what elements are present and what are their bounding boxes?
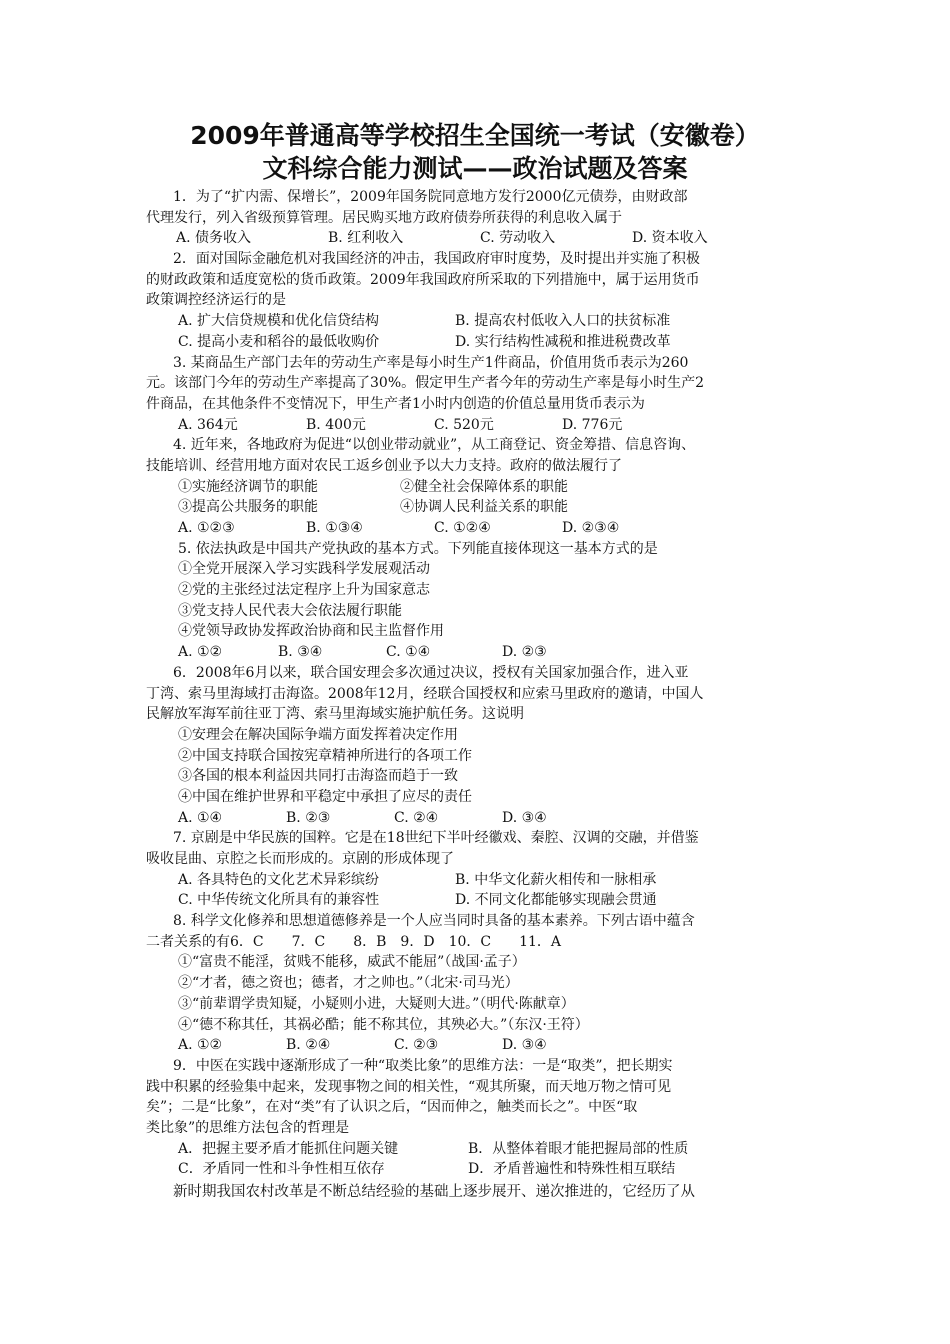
question-list: [146, 187, 810, 1204]
statement-2: ②党的主张经过法定程序上升为国家意志: [178, 582, 430, 599]
answer-options: [146, 1035, 810, 1056]
question-text: 技能培训、经营用地方面对农民工返乡创业予以大力支持。政府的做法履行了: [146, 457, 622, 474]
option-c: C. ①②④: [434, 520, 491, 536]
question-text: 吸收昆曲、京腔之长而形成的。京剧的形成体现了: [146, 851, 454, 867]
statement-2: ②健全社会保障体系的职能: [400, 478, 568, 495]
option-d: D. ③④: [502, 809, 547, 826]
statement-4: ④协调人民利益关系的职能: [400, 499, 568, 516]
question-4: [146, 435, 810, 538]
statement-2: ②中国支持联合国按宪章精神所进行的各项工作: [178, 747, 472, 764]
option-c: C. 520元: [434, 416, 494, 433]
option-c: C. 中华传统文化所具有的兼容性: [178, 892, 380, 909]
question-text: 4. 近年来，各地政府为促进“以创业带动就业”，从工商登记、资金筹措、信息咨询、: [173, 437, 696, 454]
trailing-paragraph: 新时期我国农村改革是不断总结经验的基础上逐步展开、递次推进的，它经历了从: [173, 1184, 695, 1200]
question-text: 1．为了“扩内需、保增长”，2009年国务院同意地方发行2000亿元债券，由财政部: [173, 189, 688, 205]
option-a: A．把握主要矛盾才能抓住问题关键: [178, 1140, 399, 1157]
question-text: 丁湾、索马里海域打击海盗。2008年12月，经联合国授权和应索马里政府的邀请，中国人: [146, 685, 704, 702]
statement-items: [146, 477, 810, 498]
option-a: A. ①②③: [178, 520, 235, 536]
statement-3: ③各国的根本利益因共同打击海盗而趋于一致: [178, 768, 458, 785]
question-text: 件商品，在其他条件不变情况下，甲生产者1小时内创造的价值总量用货币表示为: [146, 395, 645, 412]
question-text: 的财政政策和适度宽松的货币政策。2009年我国政府所采取的下列措施中，属于运用货币: [146, 271, 700, 288]
option-c: C．矛盾同一性和斗争性相互依存: [178, 1161, 385, 1178]
option-a: A. 扩大信贷规模和优化信贷结构: [178, 313, 380, 330]
answer-options: [146, 870, 810, 891]
document-title-line2: 文科综合能力测试——政治试题及答案: [262, 154, 688, 183]
option-d: D. 776元: [562, 416, 623, 433]
question-text: 民解放军海军前往亚丁湾、索马里海域实施护航任务。这说明: [146, 706, 524, 723]
statement-1: ①全党开展深入学习实践科学发展观活动: [178, 561, 430, 578]
question-text: 元。该部门今年的劳动生产率提高了30%。假定甲生产者今年的劳动生产率是每小时生产2: [146, 375, 705, 392]
question-text: 6．2008年6月以来，联合国安理会多次通过决议，授权有关国家加强合作，进入亚: [173, 664, 689, 681]
document-title-line1: 2009年普通高等学校招生全国统一考试（安徽卷）: [190, 121, 760, 150]
question-9: [146, 1056, 810, 1180]
statement-4: ④中国在维护世界和平稳定中承担了应尽的责任: [178, 788, 472, 805]
option-d: D. 不同文化都能够实现融会贯通: [455, 892, 657, 909]
question-text: 二者关系的有6．C 7．C 8．B 9．D 10．C 11．A: [146, 933, 562, 950]
option-c: C. ①④: [386, 644, 431, 661]
statement-4: ④“德不称其任，其祸必酷；能不称其位，其殃必大。”（东汉·王符）: [178, 1016, 589, 1033]
option-c: C. 劳动收入: [480, 230, 556, 247]
option-b: B. ①③④: [306, 520, 363, 536]
option-a: A. 各具特色的文化艺术异彩缤纷: [178, 871, 380, 888]
option-b: B. ③④: [278, 644, 323, 661]
answer-options: [146, 415, 810, 436]
option-a: A. ①②: [178, 644, 223, 661]
question-text: 3. 某商品生产部门去年的劳动生产率是每小时生产1件商品，价值用货币表示为260: [173, 354, 689, 371]
answer-options: [146, 228, 810, 249]
question-5: [146, 539, 810, 663]
option-a: A. ①④: [178, 809, 223, 826]
question-text: 2．面对国际金融危机对我国经济的冲击，我国政府审时度势，及时提出并实施了积极: [173, 251, 700, 268]
option-b: B. 提高农村低收入人口的扶贫标准: [455, 313, 671, 330]
question-text: 代理发行，列入省级预算管理。居民购买地方政府债券所获得的利息收入属于: [146, 209, 622, 226]
statement-4: ④党领导政协发挥政治协商和民主监督作用: [178, 623, 444, 640]
question-text: 8. 科学文化修养和思想道德修养是一个人应当同时具备的基本素养。下列古语中蕴含: [173, 913, 695, 930]
question-text: 践中积累的经验集中起来，发现事物之间的相关性，“观其所聚，而天地万物之情可见: [146, 1078, 672, 1095]
option-a: A. 364元: [178, 416, 238, 433]
statement-1: ①实施经济调节的职能: [178, 478, 318, 495]
option-a: A. 债务收入: [176, 230, 252, 247]
option-c: C. ②④: [394, 809, 439, 826]
option-d: D．矛盾普遍性和特殊性相互联结: [468, 1161, 676, 1178]
option-a: A. ①②: [178, 1037, 223, 1054]
statement-3: ③“前辈谓学贵知疑，小疑则小进，大疑则大进。”（明代·陈献章）: [178, 995, 575, 1012]
question-text: 7. 京剧是中华民族的国粹。它是在18世纪下半叶经徽戏、秦腔、汉调的交融，并借鉴: [173, 830, 699, 847]
option-c: C. ②③: [394, 1037, 439, 1054]
question-text: 政策调控经济运行的是: [146, 292, 286, 309]
question-3: [146, 353, 810, 436]
statement-2: ②“才者，德之资也；德者，才之帅也。”（北宋·司马光）: [178, 975, 519, 992]
answer-options: [146, 808, 810, 829]
question-text: 9．中医在实践中逐渐形成了一种“取类比象”的思维方法：一是“取类”，把长期实: [173, 1057, 673, 1074]
option-b: B. 中华文化薪火相传和一脉相承: [455, 871, 657, 888]
answer-options: [146, 332, 810, 353]
question-7: [146, 828, 810, 911]
question-6: [146, 663, 810, 829]
option-d: D. ②③: [502, 644, 547, 661]
option-c: C. 提高小麦和稻谷的最低收购价: [178, 333, 380, 350]
option-b: B. 红利收入: [328, 230, 404, 247]
question-1: [146, 187, 810, 249]
statement-items: [146, 497, 810, 518]
question-8: [146, 911, 810, 1056]
question-2: [146, 249, 810, 352]
answer-options: [146, 642, 810, 663]
statement-1: ①安理会在解决国际争端方面发挥着决定作用: [178, 726, 458, 743]
option-d: D. ②③④: [562, 520, 620, 536]
answer-options: [146, 1159, 810, 1180]
option-b: B．从整体着眼才能把握局部的性质: [468, 1140, 689, 1157]
statement-3: ③提高公共服务的职能: [178, 499, 318, 516]
answer-options: [146, 518, 810, 539]
option-d: D. ③④: [502, 1037, 547, 1054]
option-b: B. 400元: [306, 416, 366, 433]
option-b: B. ②④: [286, 1037, 331, 1054]
question-text: 矣”；二是“比象”，在对“类”有了认识之后，“因而伸之，触类而长之”。中医“取: [146, 1099, 638, 1116]
option-b: B. ②③: [286, 809, 331, 826]
answer-options: [146, 311, 810, 332]
statement-3: ③党支持人民代表大会依法履行职能: [178, 602, 402, 619]
answer-options: [146, 1139, 810, 1160]
answer-options: [146, 890, 810, 911]
question-text: 类比象”的思维方法包含的哲理是: [146, 1119, 350, 1136]
option-d: D. 资本收入: [632, 230, 708, 247]
question-text: 5. 依法执政是中国共产党执政的基本方式。下列能直接体现这一基本方式的是: [178, 540, 658, 557]
statement-1: ①“富贵不能淫，贫贱不能移，威武不能屈”（战国·孟子）: [178, 954, 526, 971]
option-d: D. 实行结构性减税和推进税费改革: [455, 333, 671, 350]
